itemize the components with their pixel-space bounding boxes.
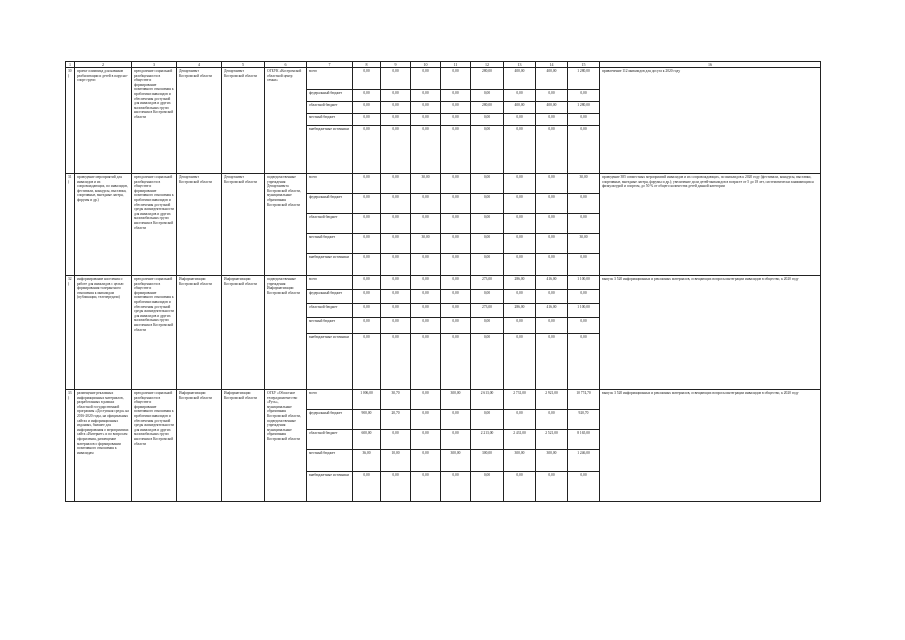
funding-value: 0,00 [381,318,411,334]
funding-value: 0,00 [381,234,411,254]
funding-value: 0,00 [411,318,441,334]
funding-source: внебюджетные источники [307,472,353,502]
funding-value: 1 006,00 [353,390,381,410]
funding-value: 280,00 [471,68,504,90]
funding-value: 920,70 [568,410,600,430]
funding-value: 0,00 [441,194,471,214]
funding-value: 8 165,00 [568,430,600,450]
funding-value: 0,00 [381,174,411,194]
funding-value: 0,00 [536,90,568,102]
funding-value: 600,00 [353,430,381,450]
column-number: 8 [353,62,381,68]
funding-value: 0,00 [381,472,411,502]
funding-value: 0,00 [536,334,568,390]
funding-value: 10 774,70 [568,390,600,410]
funding-value: 20,70 [381,410,411,430]
funding-source: местный бюджет [307,318,353,334]
funding-value: 30,00 [568,234,600,254]
funding-source: всего [307,68,353,90]
funding-value: 400,00 [504,68,536,90]
funding-value: 0,00 [411,126,441,174]
column-number: 12 [471,62,504,68]
funding-value: 0,00 [568,290,600,304]
funding-value: 0,00 [381,126,411,174]
funding-value: 0,00 [381,214,411,234]
funding-value: 0,00 [441,254,471,276]
co-executor: подведомственные учреждения Департамента Костромской области, муниципальные образования Костромской области [265,174,307,276]
funding-value: 286,00 [504,304,536,318]
expected-result: выпуск 3 520 информационных и рекламных материалов, освещающих вопросы интеграции инвалидов в общество, к 2020 году [600,276,821,390]
funding-value: 0,00 [471,114,504,126]
funding-value: 0,00 [411,102,441,114]
column-number: 11 [441,62,471,68]
funding-source: федеральный бюджет [307,410,353,430]
funding-value: 1 246,00 [568,450,600,472]
funding-value: 0,00 [353,472,381,502]
funding-value: 0,00 [471,234,504,254]
expected-result: выпуск 3 520 информационных и рекламных материалов, освещающих вопросы интеграции инвалидов в общество, к 2020 году [600,390,821,502]
measure-name: размещение рекламных информационных материалов, разработанных в рамках областной государственной программы «Доступная среда» на 2016-2020 годы, на официальных сайтах и информационных изданиях, бывшее для информирования о мероприятиях сайта «Интернет» и по вопросам оформления, размещение материалов о формировании позитивного отношения к инвалидам [75,390,132,502]
column-number: 7 [307,62,353,68]
funding-value: 0,00 [471,318,504,334]
funding-source: внебюджетные источники [307,334,353,390]
funding-value: 0,00 [504,194,536,214]
table-row [66,68,821,90]
funding-value: 0,00 [504,254,536,276]
funding-value: 0,00 [353,68,381,90]
row-number: 32) [66,276,75,390]
funding-value: 0,00 [381,276,411,290]
funding-value: 0,00 [568,114,600,126]
funding-source: местный бюджет [307,234,353,254]
funding-value: 0,00 [441,214,471,234]
funding-value: 0,00 [381,304,411,318]
funding-value: 0,00 [353,290,381,304]
responsible-executor: Информатизации Костромской области [177,390,222,502]
funding-value: 0,00 [381,102,411,114]
funding-value: 0,00 [568,254,600,276]
funding-value: 0,00 [441,334,471,390]
state-customer: Информатизации Костромской области [222,276,265,390]
funding-value: 0,00 [411,254,441,276]
column-number: 15 [568,62,600,68]
column-number: 14 [536,62,568,68]
funding-value: 300,00 [536,450,568,472]
funding-value: 0,00 [471,194,504,214]
funding-source: федеральный бюджет [307,90,353,102]
column-number: 6 [265,62,307,68]
table-row [66,390,821,410]
funding-value: 0,00 [353,126,381,174]
funding-value: 30,00 [411,234,441,254]
table-row [66,174,821,194]
funding-value: 300,00 [441,450,471,472]
funding-value: 0,00 [381,194,411,214]
funding-value: 0,00 [411,450,441,472]
table-row [66,276,821,290]
funding-value: 0,00 [471,290,504,304]
funding-value: 0,00 [471,410,504,430]
funding-value: 273,00 [471,276,504,290]
responsible-executor: Департамент Костромской области [177,174,222,276]
funding-value: 0,00 [536,472,568,502]
funding-value: 0,00 [568,194,600,214]
funding-value: 0,00 [504,472,536,502]
funding-value: 0,00 [441,90,471,102]
funding-value: 0,00 [441,234,471,254]
funding-value: 2 613,00 [471,390,504,410]
funding-value: 0,00 [536,290,568,304]
funding-value: 300,00 [471,450,504,472]
funding-value: 0,00 [504,114,536,126]
funding-value: 0,00 [441,276,471,290]
funding-value: 0,00 [536,194,568,214]
responsible-executor: Информатизации Костромской области [177,276,222,390]
funding-source: внебюджетные источники [307,126,353,174]
co-executor: ОГБУК «Костромской областной центр семьи» [265,68,307,174]
funding-value: 30,00 [568,174,600,194]
funding-value: 0,00 [504,290,536,304]
state-customer: Департамент Костромской области [222,174,265,276]
funding-value: 0,00 [536,126,568,174]
column-number: 5 [222,62,265,68]
funding-value: 0,00 [381,430,411,450]
funding-value: 0,00 [441,174,471,194]
funding-value: 0,00 [441,102,471,114]
funding-value: 0,00 [381,254,411,276]
funding-value: 0,00 [471,174,504,194]
funding-value: 0,00 [471,214,504,234]
funding-value: 0,00 [504,126,536,174]
column-number: 10 [411,62,441,68]
funding-value: 0,00 [536,318,568,334]
funding-value: 416,00 [536,304,568,318]
funding-value: 0,00 [568,126,600,174]
funding-value: 0,00 [411,214,441,234]
funding-value: 0,00 [353,214,381,234]
funding-value: 0,00 [536,214,568,234]
funding-value: 1 280,00 [568,68,600,90]
funding-value: 0,00 [353,174,381,194]
funding-value: 0,00 [536,114,568,126]
funding-value: 0,00 [353,194,381,214]
funding-value: 0,00 [471,254,504,276]
funding-value: 0,00 [411,410,441,430]
funding-value: 2 921,00 [536,390,568,410]
funding-value: 0,00 [441,114,471,126]
funding-value: 36,00 [353,450,381,472]
funding-value: 0,00 [353,276,381,290]
funding-source: федеральный бюджет [307,194,353,214]
funding-value: 0,00 [441,472,471,502]
funding-value: 900,00 [353,410,381,430]
funding-value: 0,00 [411,430,441,450]
expected-result: проведение 385 совместных мероприятий инвалидов и их сопровождающих, по инвалидов к 2020 году (фестивали, конкурсы, выставки, спортивные, выездные лагеря, форумы и др.); увеличение доли детей-инвалидов в возрасте от 5 до 18 лет, систематически занимающихся физкультурой и спортом, до 50 % от общего количества детей данной категории [600,174,821,276]
column-number: 13 [504,62,536,68]
funding-value: 0,00 [411,276,441,290]
funding-value: 400,00 [536,68,568,90]
funding-source: областной бюджет [307,102,353,114]
funding-value: 0,00 [353,304,381,318]
funding-value: 30,70 [381,390,411,410]
row-number: 33) [66,390,75,502]
funding-value: 0,00 [471,90,504,102]
funding-value: 0,00 [441,68,471,90]
funding-value: 0,00 [441,410,471,430]
funding-value: 0,00 [441,318,471,334]
funding-value: 0,00 [381,68,411,90]
column-number: 9 [381,62,411,68]
measure-goal: преодоление социальной разобщенности в обществе и формирование позитивного отношения к проблемам инвалидов и обеспечения доступной для инвалидов и других маломобильных групп населения в Костромской области [132,68,177,174]
funding-value: 0,00 [536,410,568,430]
funding-value: 0,00 [353,318,381,334]
funding-value: 0,00 [471,126,504,174]
funding-value: 0,00 [568,214,600,234]
funding-value: 273,00 [471,304,504,318]
co-executor: подведомственные учреждения Информатизации Костромской области [265,276,307,390]
funding-value: 0,00 [411,114,441,126]
co-executor: ОГБУ «Областное телерадиоагентство «Русь», муниципальные образования Костромской области, подведомственные учреждения муниципальные образования Костромской области [265,390,307,502]
funding-value: 0,00 [441,430,471,450]
funding-value: 0,00 [441,304,471,318]
funding-value: 0,00 [504,214,536,234]
funding-value: 0,00 [353,102,381,114]
funding-value: 0,00 [504,334,536,390]
funding-value: 0,00 [411,304,441,318]
funding-value: 0,00 [441,126,471,174]
funding-value: 0,00 [441,290,471,304]
measure-name: проект олимпиад для навыков реабилитации и детей в парусно-спорт групп [75,68,132,174]
funding-value: 0,00 [353,90,381,102]
measure-name: проведение мероприятий для инвалидов и их сопровождающих, по инвалидов, фестивали, конкурсы, выставки, спортивные, выездные лагеря, форумы и др.) [75,174,132,276]
state-customer: Департамент Костромской области [222,68,265,174]
measure-goal: преодоление социальной разобщенности в обществе и формирование позитивного отношения к проблемам инвалидов и обеспечения доступной среды жизнедеятельности для инвалидов и других маломобильных групп населения в Костромской области [132,174,177,276]
funding-source: местный бюджет [307,450,353,472]
funding-value: 0,00 [411,290,441,304]
funding-value: 300,00 [504,450,536,472]
funding-value: 286,00 [504,276,536,290]
funding-value: 1 280,00 [568,102,600,114]
funding-value: 0,00 [536,174,568,194]
funding-source: областной бюджет [307,430,353,450]
funding-source: внебюджетные источники [307,254,353,276]
measure-name: информирование населения о работе для инвалидов с целью формирования толерантного отношения к инвалидам (публикации, телепередачи) [75,276,132,390]
funding-value: 0,00 [353,254,381,276]
measure-goal: преодоление социальной разобщенности в обществе и формирование позитивного отношения к проблемам инвалидов и обеспечения доступной среды жизнедеятельности для инвалидов и других маломобильных групп населения в Костромской области [132,390,177,502]
funding-value: 1 100,00 [568,304,600,318]
funding-value: 0,00 [411,194,441,214]
funding-value: 0,00 [504,318,536,334]
funding-value: 0,00 [381,334,411,390]
column-number: 4 [177,62,222,68]
funding-value: 0,00 [471,472,504,502]
funding-source: всего [307,276,353,290]
state-customer: Информатизации Костромской области [222,390,265,502]
funding-value: 0,00 [381,90,411,102]
program-table [65,61,821,502]
funding-value: 0,00 [471,334,504,390]
funding-value: 0,00 [536,234,568,254]
funding-value: 0,00 [381,114,411,126]
funding-value: 0,00 [568,334,600,390]
funding-value: 0,00 [353,114,381,126]
funding-source: местный бюджет [307,114,353,126]
funding-value: 280,00 [471,102,504,114]
funding-source: всего [307,390,353,410]
funding-value: 2 213,00 [471,430,504,450]
funding-value: 0,00 [411,472,441,502]
funding-value: 10,00 [381,450,411,472]
funding-value: 416,00 [536,276,568,290]
funding-value: 0,00 [568,90,600,102]
funding-source: федеральный бюджет [307,290,353,304]
funding-value: 2 521,00 [536,430,568,450]
funding-source: областной бюджет [307,304,353,318]
funding-value: 0,00 [411,334,441,390]
funding-value: 400,00 [536,102,568,114]
funding-source: всего [307,174,353,194]
funding-value: 0,00 [411,390,441,410]
funding-value: 400,00 [504,102,536,114]
funding-value: 0,00 [353,234,381,254]
row-number: 30) [66,68,75,174]
funding-value: 0,00 [504,410,536,430]
funding-value: 0,00 [536,254,568,276]
funding-value: 0,00 [504,234,536,254]
funding-value: 2 731,00 [504,390,536,410]
funding-value: 30,00 [411,174,441,194]
funding-value: 0,00 [504,174,536,194]
column-number: 2 [75,62,132,68]
funding-value: 0,00 [568,318,600,334]
funding-source: областной бюджет [307,214,353,234]
column-number: 3 [132,62,177,68]
funding-value: 0,00 [353,334,381,390]
funding-value: 0,00 [504,90,536,102]
measure-goal: преодоление социальной разобщенности в обществе и формирование позитивного отношения к проблемам инвалидов и обеспечения доступной среды жизнедеятельности для инвалидов и других маломобильных групп населения в Костромской области [132,276,177,390]
funding-value: 0,00 [568,472,600,502]
row-number: 31) [66,174,75,276]
column-number: 1 [66,62,75,68]
funding-value: 300,00 [441,390,471,410]
responsible-executor: Департамент Костромской области [177,68,222,174]
funding-value: 2 431,00 [504,430,536,450]
funding-value: 1 100,00 [568,276,600,290]
funding-value: 0,00 [381,290,411,304]
funding-value: 0,00 [411,68,441,90]
column-number: 16 [600,62,821,68]
funding-value: 0,00 [411,90,441,102]
expected-result: привлечение 112 инвалидов для досуга к 2020 году [600,68,821,174]
